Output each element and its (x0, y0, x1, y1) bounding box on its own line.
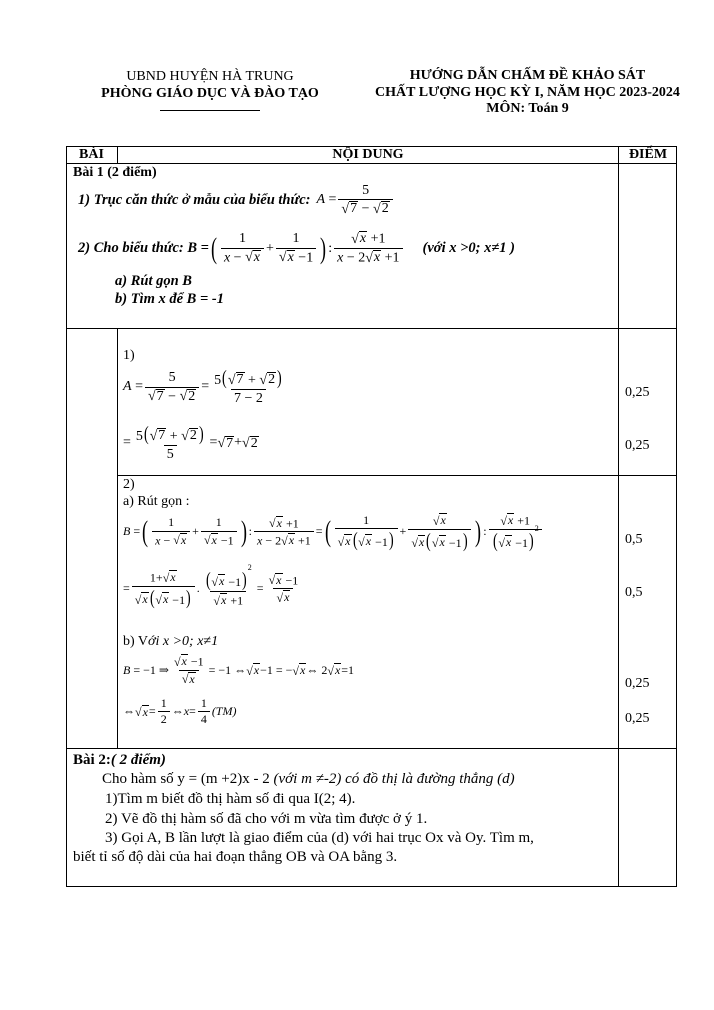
doc-subtitle: CHẤT LƯỢNG HỌC KỲ I, NĂM HỌC 2023-2024 (375, 85, 680, 100)
col-header-diem: ĐIỂM (628, 147, 668, 162)
col-header-noi-dung: NỘI DUNG (332, 147, 404, 162)
bai2-intro-italic: (với m ≠-2) có đồ thị là đường thẳng (d) (269, 771, 515, 787)
row-divider (66, 163, 677, 164)
score: 0,25 (625, 385, 650, 400)
expr-B: ( 1 x − √ x + 1 √ x −1 ) : √ x +1 x − 2 √ x +1 (209, 231, 405, 266)
bai1-q2-condition: (với x >0; x≠1 ) (422, 240, 515, 257)
row-divider (66, 748, 677, 749)
bai2-q1: 1)Tìm m biết đồ thị hàm số đi qua I(2; 4). (105, 791, 356, 807)
bai1-title: Bài 1 (2 điểm) (73, 165, 157, 180)
office-name: PHÒNG GIÁO DỤC VÀ ĐÀO TẠO (101, 86, 319, 101)
score: 0,25 (625, 676, 650, 691)
bai2-title (73, 752, 166, 769)
answer2-b-label (123, 634, 218, 650)
subject-line: MÔN: Toán 9 (486, 101, 569, 116)
bai2-title-italic: ( 2 điểm) (110, 752, 166, 768)
answer2-b-rest: ới x >0; x≠1 (148, 634, 219, 649)
bai2-q2: 2) Vẽ đồ thị hàm số đã cho với m vừa tìm được ở ý 1. (105, 811, 428, 827)
doc-title: HƯỚNG DẪN CHẤM ĐỀ KHẢO SÁT (409, 68, 646, 83)
answer2-label: 2) (123, 477, 135, 492)
bai1-q2 (78, 231, 515, 266)
answer2-line1: B = ( 1 x − √ x + 1 √ x −1 ) : √ x +1 x − 2 √ x +1 = ( 1 √ x ( √ x −1) + √ x √ x ( √ x −1) ) : √ x +1 ( √ x −1)$^2$ (123, 513, 544, 551)
department-name: UBND HUYỆN HÀ TRUNG (126, 69, 294, 84)
answer2-line3: B = −1 ⇒ √ x −1 √ x = −1 ⇔ √ x −1 = − √ x ⇔ 2 √ x =1 (123, 654, 355, 687)
bai2-q3-line1: 3) Gọi A, B lần lượt là giao điểm của (d) với hai trục Ox và Oy. Tìm m, (105, 830, 534, 846)
score: 0,25 (625, 438, 650, 453)
score: 0,25 (625, 711, 650, 726)
bai1-qa: a) Rút gọn B (115, 273, 192, 289)
col-header-bai: BÀI (79, 147, 104, 162)
answer2-line2: = 1+ √ x √ x ( √ x −1) . ( √ x −1)$^2$ √ x +1 = √ x −1 √ x (123, 563, 299, 609)
bai2-intro-plain: Cho hàm số y = (m +2)x - 2 (102, 771, 270, 787)
bai1-q2-label: 2) Cho biểu thức: B = (78, 240, 209, 257)
score: 0,5 (625, 585, 643, 600)
answer1-line2: = 5( √ 7 + √ 2 ) 5 = √ 7 + √ 2 (123, 423, 258, 463)
bai2-intro (102, 771, 515, 788)
tm-note: (TM) (211, 704, 237, 719)
bai1-q1-label: 1) Trục căn thức ở mẫu của biểu thức: (78, 191, 311, 208)
row-divider (66, 328, 677, 329)
answer2-a-label: a) Rút gọn : (123, 494, 190, 509)
col-divider (117, 328, 118, 748)
bai1-qb: b) Tìm x để B = -1 (115, 291, 224, 307)
header-divider (160, 110, 260, 111)
col-divider (618, 146, 619, 887)
answer1-label: 1) (123, 348, 135, 363)
bai2-title-bold: Bài 2: (73, 752, 111, 768)
expr-A: A = 5 √ 7 − √ 2 (316, 183, 394, 217)
bai1-q1 (78, 183, 395, 217)
answer2-line4: ⇔ √ x = $\frac{1}{2}$ ⇔ x = $\frac{1}{4}$ (TM) (123, 696, 237, 727)
row-divider (117, 475, 677, 476)
score: 0,5 (625, 532, 643, 547)
bai2-q3-line2: biết tỉ số độ dài của hai đoạn thẳng OB và OA bằng 3. (73, 849, 398, 865)
answer2-b-prefix: b) V (123, 634, 149, 649)
answer1-line1: A = 5 √ 7 − √ 2 = 5( √ 7 + √ 2 ) 7 − 2 (123, 367, 282, 407)
